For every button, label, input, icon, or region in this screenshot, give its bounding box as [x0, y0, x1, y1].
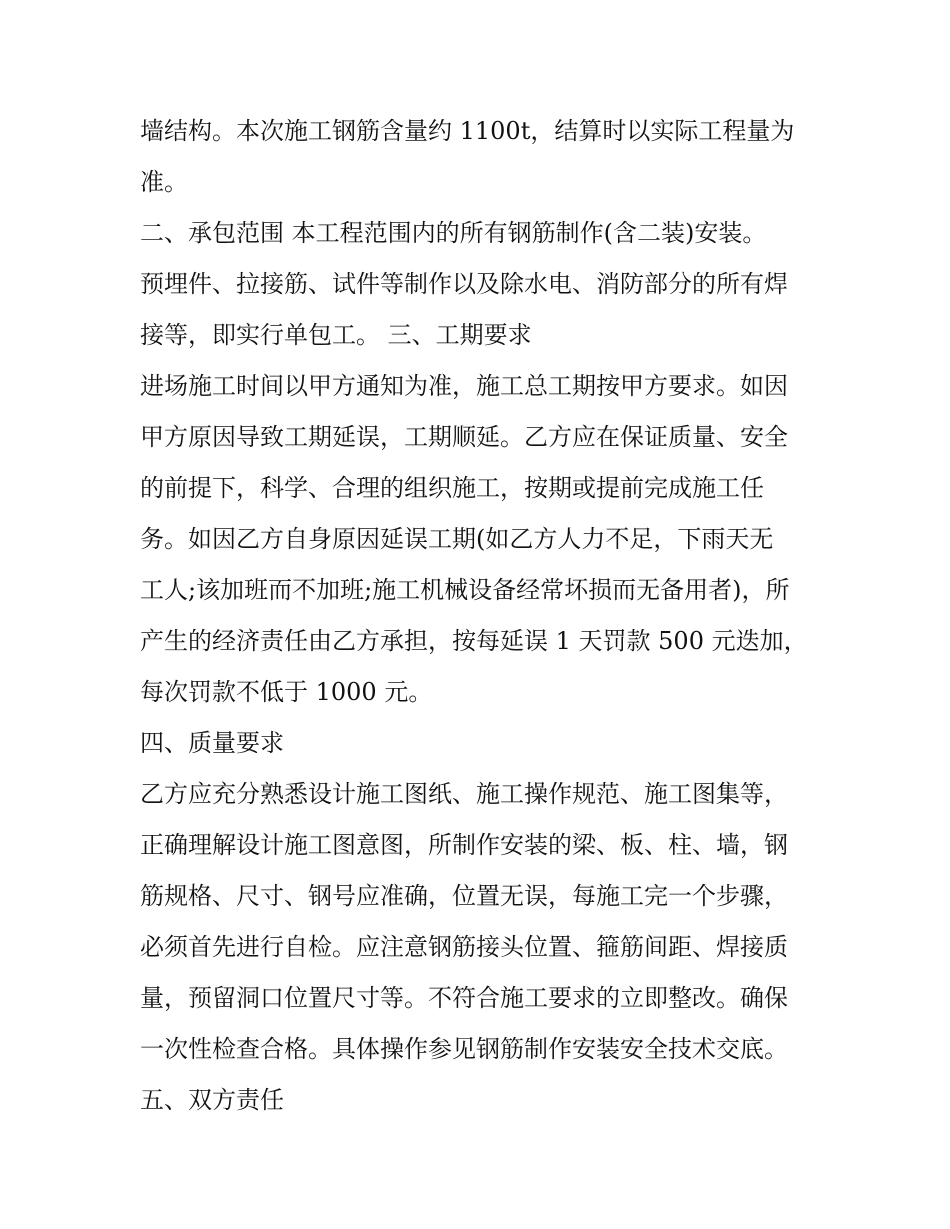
text-line: 每次罚款不低于 1000 元。 [140, 678, 433, 706]
section-heading-responsibilities: 五、双方责任 [140, 1086, 284, 1114]
text-line: 正确理解设计施工图意图，所制作安装的梁、板、柱、墙，钢 [140, 831, 788, 859]
text-line: 量，预留洞口位置尺寸等。不符合施工要求的立即整改。确保 [140, 984, 788, 1012]
text-line: 务。如因乙方自身原因延误工期(如乙方人力不足，下雨天无 [140, 525, 774, 553]
text-line: 乙方应充分熟悉设计施工图纸、施工操作规范、施工图集等， [140, 780, 788, 808]
text-line: 进场施工时间以甲方通知为准，施工总工期按甲方要求。如因 [140, 372, 788, 400]
text-line: 接等，即实行单包工。 三、工期要求 [140, 321, 532, 349]
text-line: 必须首先进行自检。应注意钢筋接头位置、箍筋间距、焊接质 [140, 933, 788, 961]
section-heading-quality: 四、质量要求 [140, 729, 284, 757]
document-body [140, 106, 840, 1126]
text-line: 筋规格、尺寸、钢号应准确，位置无误，每施工完一个步骤， [140, 882, 788, 910]
text-line: 产生的经济责任由乙方承担，按每延误 1 天罚款 500 元迭加， [140, 627, 808, 655]
text-line: 的前提下，科学、合理的组织施工，按期或提前完成施工任 [140, 474, 764, 502]
text-line: 预埋件、拉接筋、试件等制作以及除水电、消防部分的所有焊 [140, 270, 788, 298]
section-heading-scope: 二、承包范围 本工程范围内的所有钢筋制作(含二装)安装。 [140, 219, 767, 247]
text-line: 墙结构。本次施工钢筋含量约 1100t，结算时以实际工程量为 [140, 117, 795, 145]
text-line: 一次性检查合格。具体操作参见钢筋制作安装安全技术交底。 [140, 1035, 788, 1063]
text-line: 准。 [140, 168, 188, 196]
text-line: 甲方原因导致工期延误，工期顺延。乙方应在保证质量、安全 [140, 423, 788, 451]
text-line: 工人;该加班而不加班;施工机械设备经常坏损而无备用者)，所 [140, 576, 790, 604]
